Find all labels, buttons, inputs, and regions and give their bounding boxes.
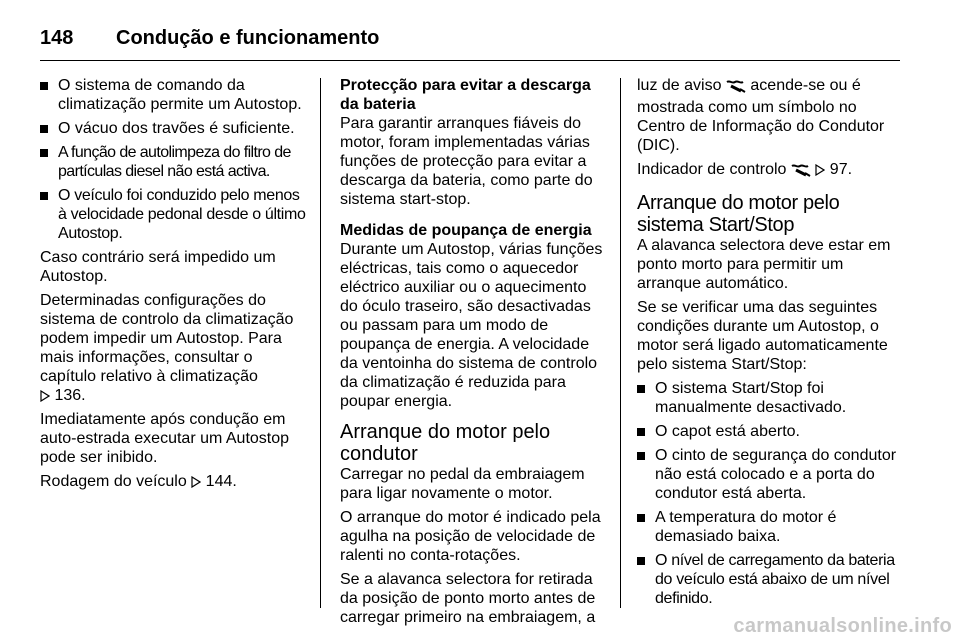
column-1 bbox=[40, 76, 306, 496]
page-reference[interactable]: 144. bbox=[205, 473, 237, 490]
list-item: A função de autolimpeza do filtro de partículas diesel não está activa. bbox=[40, 143, 306, 181]
list-item: O vácuo dos travões é suficiente. bbox=[40, 119, 306, 138]
header-rule bbox=[40, 60, 900, 61]
column-divider bbox=[320, 78, 321, 608]
paragraph: Determinadas configurações do sistema de controlo da climatização podem impedir um Autostop. Para mais informações, consultar o capítulo relativo à climatização 136. bbox=[40, 292, 294, 404]
paragraph: Para garantir arranques fiáveis do motor, foram implementadas várias funções de protecção para evitar a descarga da bateria, como parte do sistema start-stop. bbox=[340, 115, 593, 208]
page-reference[interactable]: 97. bbox=[829, 161, 853, 178]
list-item: O sistema de comando da climatização permite um Autostop. bbox=[40, 76, 306, 114]
list-item: O cinto de segurança do condutor não está colocado e a porta do condutor está aberta. bbox=[637, 446, 903, 503]
bullet-icon bbox=[637, 428, 645, 436]
bullet-icon bbox=[40, 82, 48, 90]
list-item: O capot está aberto. bbox=[637, 422, 903, 441]
paragraph: Se se verificar uma das seguintes condições durante um Autostop, o motor será ligado automaticamente pelo sistema Start/Stop: bbox=[637, 299, 888, 373]
bullet-icon bbox=[40, 149, 48, 157]
page-header bbox=[40, 18, 900, 58]
section-heading: Arranque do motor pelo condutor bbox=[340, 421, 551, 465]
section-heading: Arranque do motor pelo sistema Start/Stop bbox=[637, 192, 840, 236]
bullet-icon bbox=[637, 557, 645, 565]
paragraph: luz de aviso acende-se ou é mostrada como um símbolo no Centro de Informação do Condutor (DIC). bbox=[637, 77, 885, 154]
bullet-icon bbox=[40, 125, 48, 133]
page-reference[interactable]: 136. bbox=[54, 387, 86, 404]
column-3 bbox=[637, 76, 903, 613]
list-item: A temperatura do motor é demasiado baixa. bbox=[637, 508, 903, 546]
paragraph: A alavanca selectora deve estar em ponto morto para permitir um arranque automático. bbox=[637, 237, 891, 292]
page-title: Condução e funcionamento bbox=[116, 26, 380, 49]
page-number: 148 bbox=[40, 26, 74, 49]
glow-plug-icon bbox=[791, 163, 811, 182]
list-item: O veículo foi conduzido pelo menos à velocidade pedonal desde o último Autostop. bbox=[40, 186, 306, 243]
paragraph: Rodagem do veículo 144. bbox=[40, 473, 237, 490]
page-ref-arrow-icon bbox=[815, 164, 825, 176]
bullet-icon bbox=[40, 192, 48, 200]
page-ref-arrow-icon bbox=[40, 390, 50, 402]
paragraph: Caso contrário será impedido um Autostop. bbox=[40, 249, 276, 285]
watermark: carmanualsonline.info bbox=[733, 615, 952, 637]
paragraph: Indicador de controlo 97. bbox=[637, 160, 903, 182]
subheading: Protecção para evitar a descarga da bateria bbox=[340, 77, 591, 113]
paragraph: Durante um Autostop, várias funções eléctricas, tais como o aquecedor eléctrico auxiliar ou o aquecimento do óculo traseiro, são desactivadas ou passam para um modo de poupança de energia. A velocidade da ventoinha do sistema de controlo da climatização é reduzida para poupar energia. bbox=[340, 241, 603, 410]
page-ref-arrow-icon bbox=[191, 476, 201, 488]
bullet-icon bbox=[637, 385, 645, 393]
subheading: Medidas de poupança de energia bbox=[340, 222, 592, 239]
bullet-icon bbox=[637, 514, 645, 522]
column-divider bbox=[620, 78, 621, 608]
paragraph: Se a alavanca selectora for retirada da posição de ponto morto antes de carregar primeiro na embraiagem, a bbox=[340, 571, 596, 626]
glow-plug-icon bbox=[726, 79, 746, 98]
paragraph: Carregar no pedal da embraiagem para ligar novamente o motor. bbox=[340, 466, 585, 502]
bullet-icon bbox=[637, 452, 645, 460]
paragraph: Imediatamente após condução em auto-estrada executar um Autostop pode ser inibido. bbox=[40, 411, 290, 466]
paragraph: O arranque do motor é indicado pela agulha na posição de velocidade de ralenti no conta-rotações. bbox=[340, 509, 601, 564]
column-2 bbox=[340, 76, 604, 632]
list-item: O sistema Start/Stop foi manualmente desactivado. bbox=[637, 379, 903, 417]
list-item: O nível de carregamento da bateria do veículo está abaixo de um nível definido. bbox=[637, 551, 903, 608]
